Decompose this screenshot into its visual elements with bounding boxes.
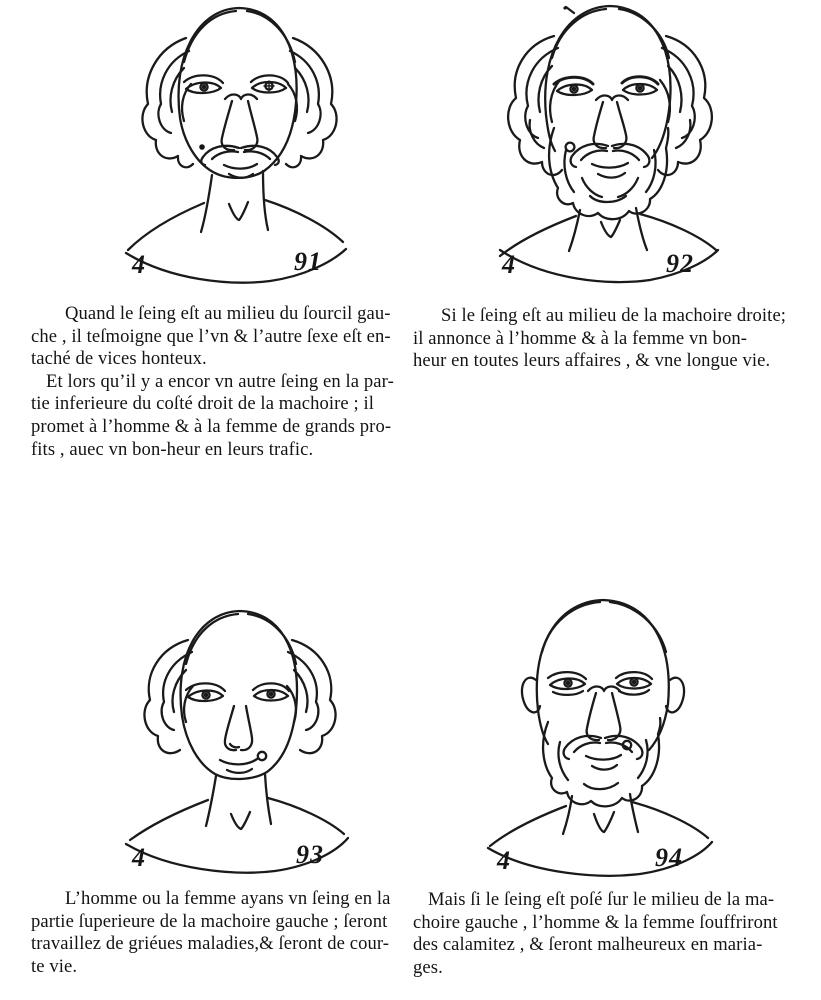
caption-line: che , il teſmoigne que l’vn & l’autre ſexe eſt en- xyxy=(31,325,391,347)
caption-line: des calamitez , & ſeront malheureux en maria- xyxy=(413,934,763,956)
plate-number: 4 xyxy=(132,843,146,872)
caption-line: promet à l’homme & à la femme de grands pro- xyxy=(31,415,392,437)
figure-number: 93 xyxy=(296,840,324,869)
woodcut-portrait-92-icon xyxy=(470,0,755,292)
figure-number: 91 xyxy=(294,247,322,276)
woodcut-figure-92 xyxy=(470,0,755,292)
plate-number: 4 xyxy=(132,250,146,279)
woodcut-figure-91 xyxy=(100,0,380,292)
figure-number: 94 xyxy=(655,843,683,872)
caption-line: Si le ſeing eſt au milieu de la machoire droite; xyxy=(441,305,787,326)
woodcut-figure-93 xyxy=(100,588,380,885)
caption-line: travaillez de griéues maladies,& ſeront de cour- xyxy=(31,933,390,955)
woodcut-figure-94 xyxy=(460,588,750,885)
caption-fig94 xyxy=(413,889,815,979)
woodcut-portrait-93-icon xyxy=(100,588,380,885)
caption-line: Et lors qu’il y a encor vn autre ſeing en la par- xyxy=(46,370,394,392)
caption-line: L’homme ou la femme ayans vn ſeing en la xyxy=(65,888,391,909)
caption-line: Mais ſi le ſeing eſt poſé ſur le milieu de la ma- xyxy=(428,889,775,910)
caption-fig91 xyxy=(31,303,427,461)
caption-fig93 xyxy=(31,888,427,978)
plate-number: 4 xyxy=(497,846,511,875)
caption-line: taché de vices honteux. xyxy=(31,348,207,370)
plate-number: 4 xyxy=(502,250,516,279)
caption-line: fits , auec vn bon-heur en leurs trafic. xyxy=(31,438,314,460)
caption-line: choire gauche , l’homme & la femme ſouffriront xyxy=(413,911,778,933)
figure-number: 92 xyxy=(666,249,694,278)
woodcut-portrait-91-icon xyxy=(100,0,380,292)
caption-line: ges. xyxy=(413,956,443,978)
caption-line: te vie. xyxy=(31,955,78,977)
caption-line: il annonce à l’homme & à la femme vn bon- xyxy=(413,327,748,349)
caption-line: tie inferieure du coſté droit de la machoire ; il xyxy=(31,393,375,415)
caption-fig92 xyxy=(413,305,815,373)
caption-line: Quand le ſeing eſt au milieu du ſourcil gau- xyxy=(65,303,391,324)
caption-line: partie ſuperieure de la machoire gauche ; ſeront xyxy=(31,910,388,932)
caption-line: heur en toutes leurs affaires , & vne longue vie. xyxy=(413,350,771,372)
woodcut-portrait-94-icon xyxy=(460,588,750,885)
